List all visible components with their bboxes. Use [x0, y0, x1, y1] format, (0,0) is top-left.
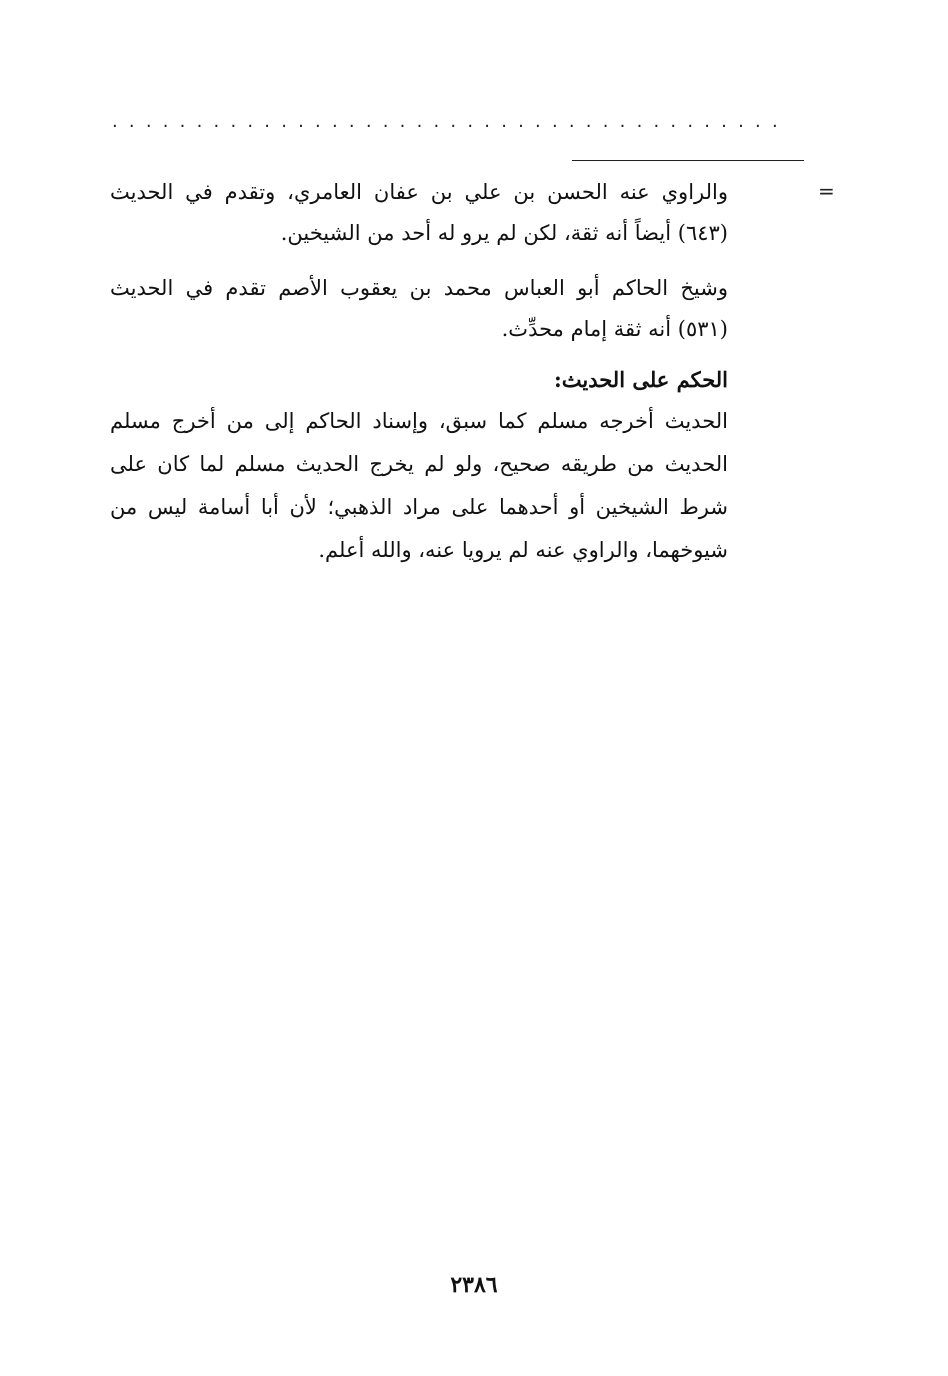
footnote-paragraph-narrator: والراوي عنه الحسن بن علي بن عفان العامري، وتقدم في الحديث (٦٤٣) أيضاً أنه ثقة، لكن لم يرو له أحد من الشيخين. [110, 180, 728, 245]
footnote-paragraph-hakim-sheikh: وشيخ الحاكم أبو العباس محمد بن يعقوب الأصم تقدم في الحديث (٥٣١) أنه ثقة إمام محدِّث. [110, 276, 728, 341]
footnote-continuation-mark: = [818, 179, 835, 203]
ruling-heading: الحكم على الحديث: [554, 367, 728, 392]
footnote-rule [572, 160, 804, 161]
dotted-separator: ........................................ [112, 112, 789, 132]
ruling-paragraph: الحديث أخرجه مسلم كما سبق، وإسناد الحاكم إلى من أخرج مسلم الحديث من طريقه صحيح، ولو لم يخرج الحديث مسلم لما كان على شرط الشيخين أو أحدهما على مراد الذهبي؛ لأن أبا أسامة ليس من شيوخهما، والراوي عنه لم يرويا عنه، والله أعلم. [110, 409, 728, 562]
page-number: ٢٣٨٦ [450, 1272, 498, 1298]
